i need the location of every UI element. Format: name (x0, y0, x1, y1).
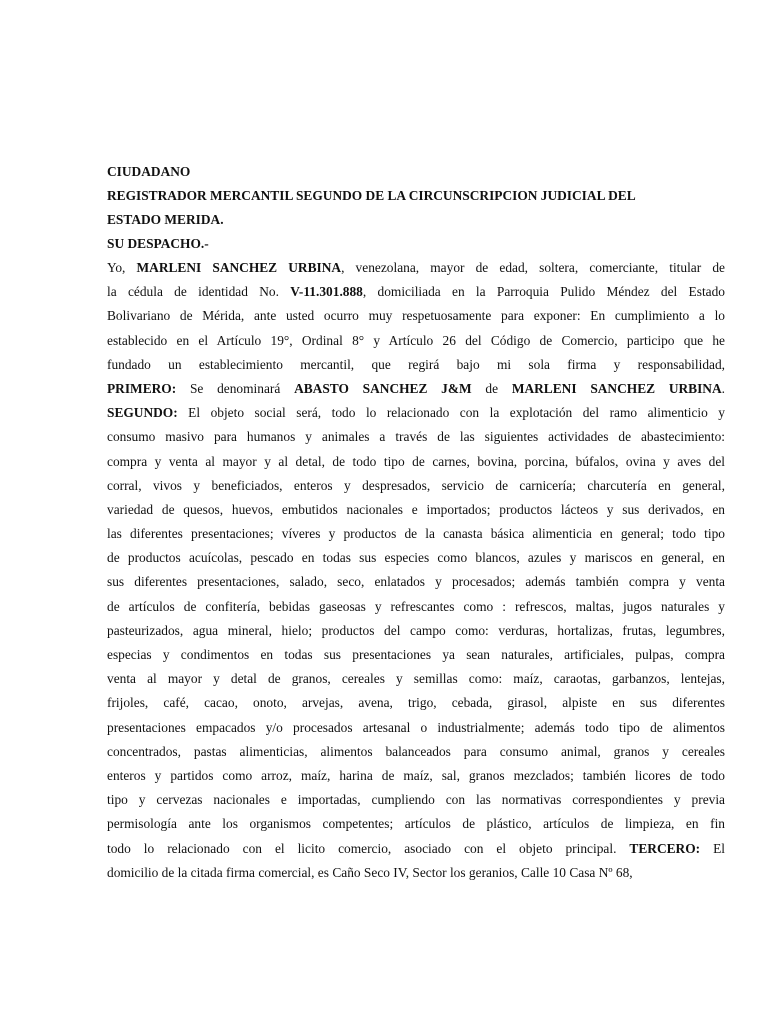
clause-label-primero: PRIMERO: (107, 380, 177, 396)
body-line: fundado un establecimiento mercantil, que regirá bajo mi sola firma y responsabilidad, (107, 356, 725, 372)
text-run: de (471, 380, 512, 396)
body-line (107, 837, 725, 861)
text-run: , venezolana, mayor de edad, soltera, comerciante, titular de (341, 260, 725, 275)
body-line: consumo masivo para humanos y animales a través de las siguientes actividades de abastecimiento: (107, 429, 725, 445)
body-line (107, 256, 725, 280)
body-line: corral, vivos y beneficiados, enteros y despresados, servicio de carnicería; charcutería en general, (107, 477, 725, 493)
body-line: variedad de quesos, huevos, embutidos nacionales e importados; productos lácteos y sus derivados, en (107, 501, 725, 517)
text-run: , domiciliada en la Parroquia Pulido Méndez del Estado (362, 284, 725, 300)
addressee-line-2: ESTADO MERIDA. (107, 212, 224, 227)
text-run: Se denominará (176, 380, 295, 396)
document-page (107, 160, 725, 885)
body-line: concentrados, pastas alimenticias, alimentos balanceados para consumo animal, granos y cereales (107, 743, 725, 759)
text-run: El objeto social será, todo lo relacionado con la explotación del ramo alimenticio y (177, 405, 725, 421)
body-paragraph (107, 256, 725, 885)
body-line: compra y venta al mayor y al detal, de todo tipo de carnes, bovina, porcina, búfalos, ovina y aves del (107, 453, 725, 469)
business-name: ABASTO SANCHEZ J&M (294, 380, 472, 396)
text-run: la cédula de identidad No. (107, 284, 291, 300)
body-line (107, 377, 725, 401)
owner-name: MARLENI SANCHEZ URBINA (511, 380, 722, 396)
body-line: sus diferentes presentaciones, salado, seco, enlatados y procesados; además también compra y venta (107, 574, 725, 590)
body-line: domicilio de la citada firma comercial, es Caño Seco IV, Sector los geranios, Calle 10 Casa Nº 68, (107, 864, 633, 880)
body-line: venta al mayor y detal de granos, cereales y semillas como: maíz, caraotas, garbanzos, lentejas, (107, 671, 725, 687)
body-line (107, 401, 725, 425)
body-line: frijoles, café, cacao, onoto, arvejas, avena, trigo, cebada, girasol, alpiste en sus diferentes (107, 695, 725, 711)
addressee-line-3: SU DESPACHO.- (107, 236, 209, 251)
text-run: Yo, (107, 260, 137, 275)
owner-name: MARLENI SANCHEZ URBINA (136, 260, 342, 275)
id-number: V-11.301.888 (290, 284, 363, 300)
body-line: pasteurizados, agua mineral, hielo; productos del campo como: verduras, hortalizas, frutas, legumbres, (107, 622, 725, 638)
text-run: todo lo relacionado con el licito comercio, asociado con el objeto principal. (107, 840, 630, 856)
body-line: Bolivariano de Mérida, ante usted ocurro muy respetuosamente para exponer: En cumplimiento a lo (107, 308, 725, 324)
salutation: CIUDADANO (107, 164, 191, 179)
body-line: presentaciones empacados y/o procesados artesanal o industrialmente; además todo tipo de alimentos (107, 719, 725, 735)
body-line: especias y condimentos en todas sus presentaciones ya sean naturales, artificiales, pulpas, compra (107, 647, 725, 662)
body-line: tipo y cervezas nacionales e importadas, cumpliendo con las normativas correspondientes y previa (107, 792, 725, 808)
body-line: establecido en el Artículo 19°, Ordinal 8° y Artículo 26 del Código de Comercio, participo que he (107, 332, 725, 348)
body-line: permisología ante los organismos competentes; artículos de plástico, artículos de limpieza, en fin (107, 816, 725, 832)
body-line: las diferentes presentaciones; víveres y productos de la canasta básica alimenticia en general; todo tipo (107, 526, 725, 542)
text-run: . (721, 380, 725, 396)
addressee-line-1: REGISTRADOR MERCANTIL SEGUNDO DE LA CIRCUNSCRIPCION JUDICIAL DEL (107, 188, 636, 203)
body-line (107, 280, 725, 304)
body-line: de artículos de confitería, bebidas gaseosas y refrescantes como : refrescos, maltas, jugos naturales y (107, 598, 725, 614)
text-run: El (700, 840, 725, 856)
clause-label-tercero: TERCERO: (629, 840, 701, 856)
clause-label-segundo: SEGUNDO: (107, 405, 178, 421)
body-line: enteros y partidos como arroz, maíz, harina de maíz, sal, granos mezclados; también licores de todo (107, 767, 725, 783)
body-line: de productos acuícolas, pescado en todas sus especies como blancos, azules y mariscos en general, en (107, 550, 725, 566)
